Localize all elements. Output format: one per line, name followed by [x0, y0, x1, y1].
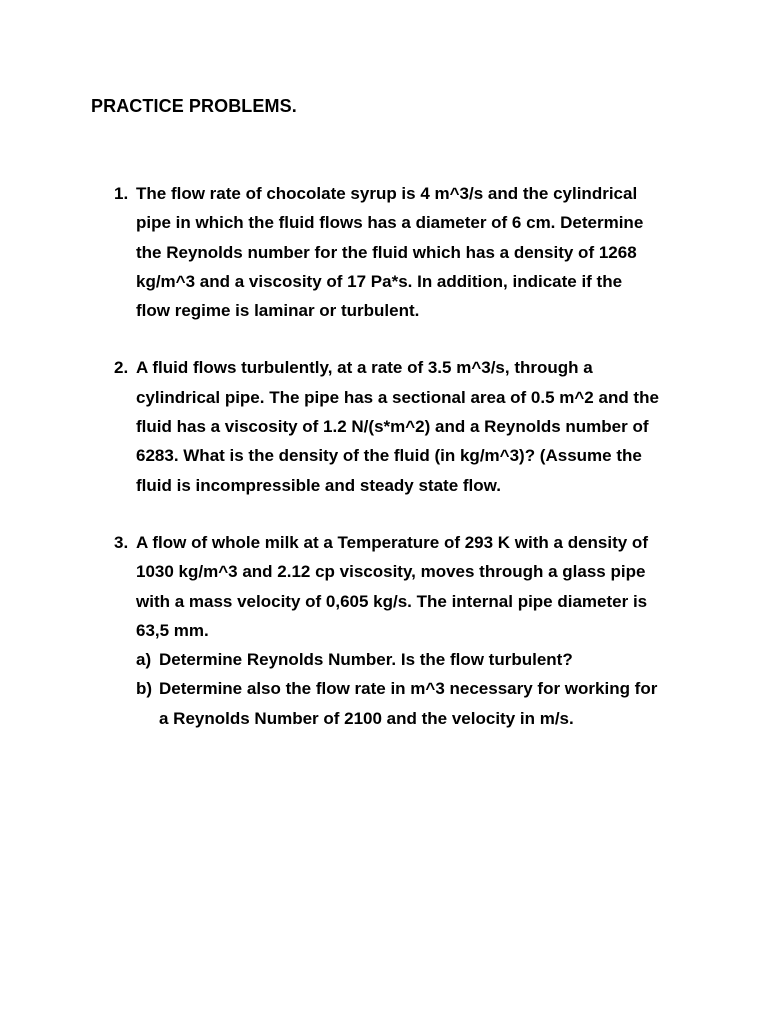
problem-2 [0, 353, 768, 499]
problem-text-line: A fluid flows turbulently, at a rate of 3.5 m^3/s, through a [136, 358, 593, 378]
problem-text-line: pipe in which the fluid flows has a diameter of 6 cm. Determine [136, 213, 644, 233]
problem-1 [0, 179, 768, 325]
problem-number: 3. [114, 532, 129, 552]
subitem-label: a) [136, 650, 152, 670]
subitem-text-line: Determine also the flow rate in m^3 necessary for working for [159, 679, 658, 699]
problem-number: 2. [114, 358, 129, 378]
problem-text-line: A flow of whole milk at a Temperature of 293 K with a density of [136, 532, 648, 552]
problem-text-line: with a mass velocity of 0,605 kg/s. The internal pipe diameter is [136, 591, 648, 611]
problem-text-line: fluid is incompressible and steady state flow. [136, 475, 501, 495]
problem-text-line: kg/m^3 and a viscosity of 17 Pa*s. In addition, indicate if the [136, 271, 623, 291]
problem-text-line: fluid has a viscosity of 1.2 N/(s*m^2) and a Reynolds number of [136, 417, 649, 437]
problem-text-line: 63,5 mm. [136, 620, 209, 640]
problem-3 [0, 528, 768, 733]
problem-list [0, 179, 768, 761]
problem-text-line: The flow rate of chocolate syrup is 4 m^3/s and the cylindrical [136, 184, 638, 203]
problem-text-line: 1030 kg/m^3 and 2.12 cp viscosity, moves through a glass pipe [136, 562, 646, 582]
problem-text-line: cylindrical pipe. The pipe has a sectional area of 0.5 m^2 and the [136, 387, 659, 407]
problem-text-line: flow regime is laminar or turbulent. [136, 301, 420, 321]
problem-number: 1. [114, 184, 129, 203]
subitem-text-line: Determine Reynolds Number. Is the flow turbulent? [159, 650, 573, 670]
subitem-label: b) [136, 679, 153, 699]
problem-text-line: 6283. What is the density of the fluid (in kg/m^3)? (Assume the [136, 446, 642, 466]
page-title: PRACTICE PROBLEMS. [91, 96, 297, 116]
subitem-a [0, 645, 768, 674]
subitem-text-line: a Reynolds Number of 2100 and the velocity in m/s. [159, 708, 574, 728]
problem-text-line: the Reynolds number for the fluid which has a density of 1268 [136, 242, 637, 262]
subitem-b [0, 674, 768, 733]
